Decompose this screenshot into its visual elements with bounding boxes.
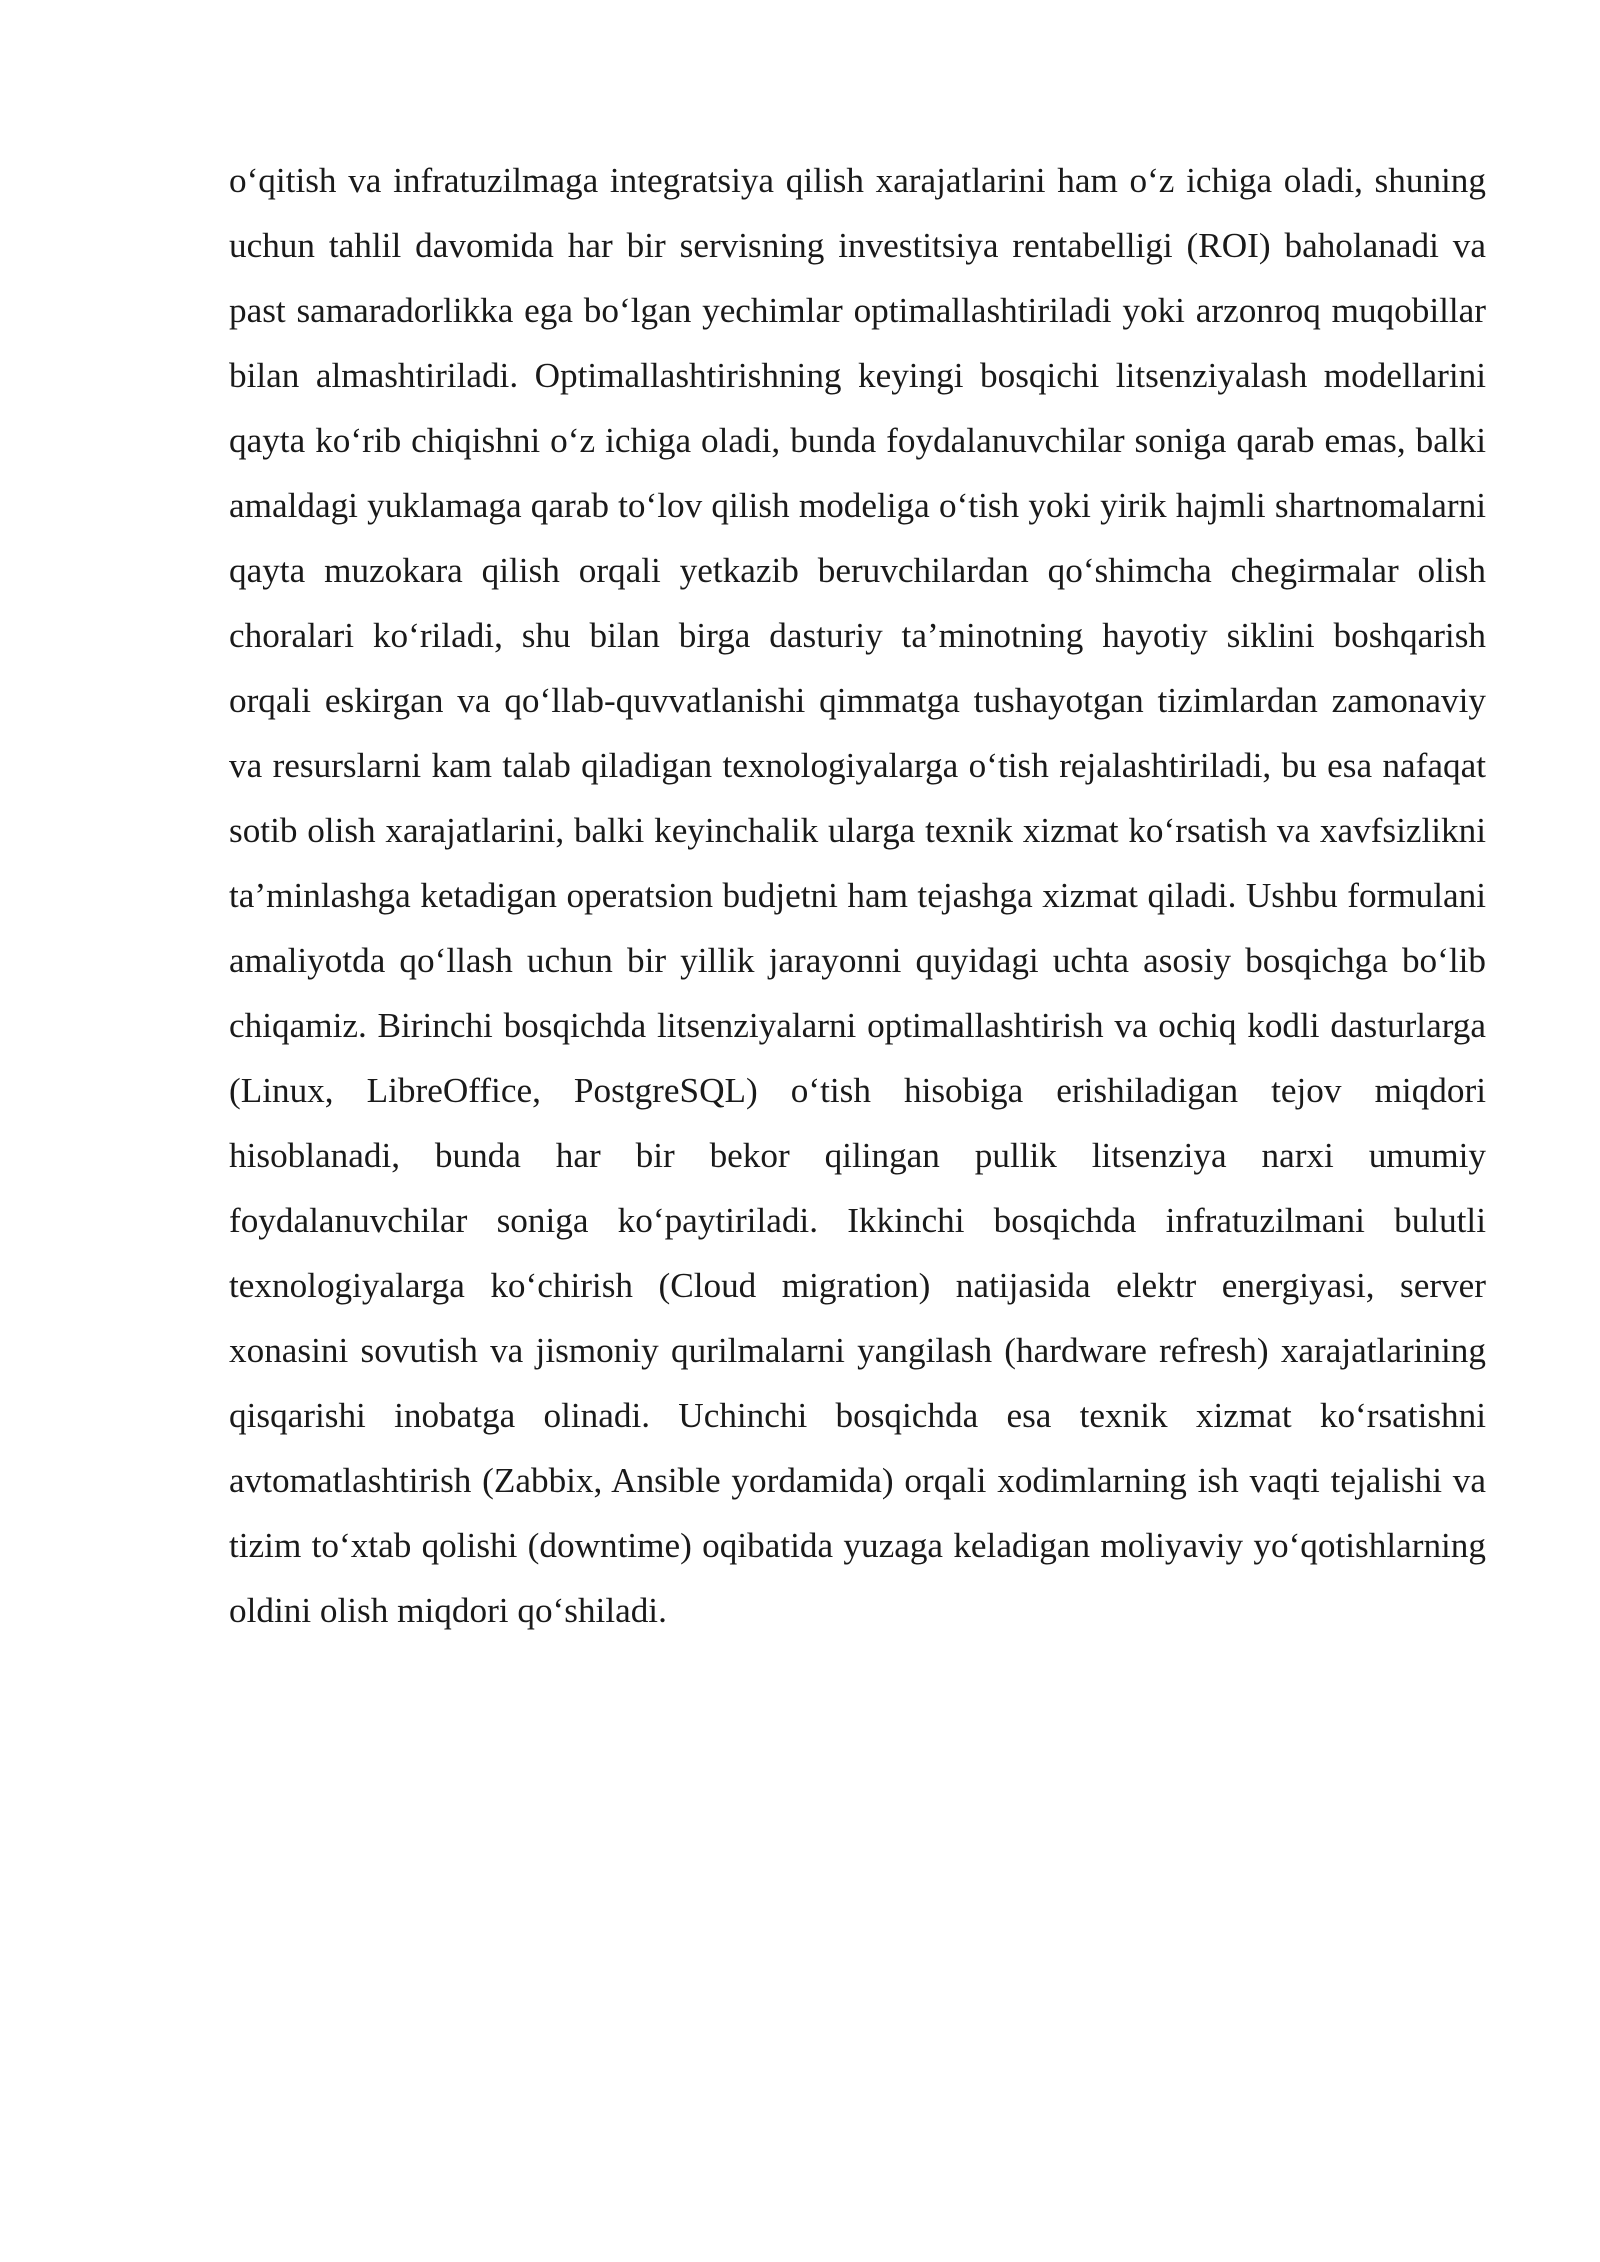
body-paragraph: o‘qitish va infratuzilmaga integratsiya qilish xarajatlarini ham o‘z ichiga oladi, shuning uchun tahlil davomida har bir servisning investitsiya rentabelligi (ROI) baholanadi va past samaradorlikka ega bo‘lgan yechimlar optimallashtiriladi yoki arzonroq muqobillar bilan almashtiriladi. Optimallashtirishning keyingi bosqichi litsenziyalash modellarini qayta ko‘rib chiqishni o‘z ichiga oladi, bunda foydalanuvchilar soniga qarab emas, balki amaldagi yuklamaga qarab to‘lov qilish modeliga o‘tish yoki yirik hajmli shartnomalarni qayta muzokara qilish orqali yetkazib beruvchilardan qo‘shimcha chegirmalar olish choralari ko‘riladi, shu bilan birga dasturiy ta’minotning hayotiy siklini boshqarish orqali eskirgan va qo‘llab-quvvatlanishi qimmatga tushayotgan tizimlardan zamonaviy va resurslarni kam talab qiladigan texnologiyalarga o‘tish rejalashtiriladi, bu esa nafaqat sotib olish xarajatlarini, balki keyinchalik ularga texnik xizmat ko‘rsatish va xavfsizlikni ta’minlashga ketadigan operatsion budjetni ham tejashga xizmat qiladi. Ushbu formulani amaliyotda qo‘llash uchun bir yillik jarayonni quyidagi uchta asosiy bosqichga bo‘lib chiqamiz. Birinchi bosqichda litsenziyalarni optimallashtirish va ochiq kodli dasturlarga (Linux, LibreOffice, PostgreSQL) o‘tish hisobiga erishiladigan tejov miqdori hisoblanadi, bunda har bir bekor qilingan pullik litsenziya narxi umumiy foydalanuvchilar soniga ko‘paytiriladi. Ikkinchi bosqichda infratuzilmani bulutli texnologiyalarga ko‘chirish (Cloud migration) natijasida elektr energiyasi, server xonasini sovutish va jismoniy qurilmalarni yangilash (hardware refresh) xarajatlarining qisqarishi inobatga olinadi. Uchinchi bosqichda esa texnik xizmat ko‘rsatishni avtomatlashtirish (Zabbix, Ansible yordamida) orqali xodimlarning ish vaqti tejalishi va tizim to‘xtab qolishi (downtime) oqibatida yuzaga keladigan moliyaviy yo‘qotishlarning oldini olish miqdori qo‘shiladi.: [229, 161, 1486, 1630]
